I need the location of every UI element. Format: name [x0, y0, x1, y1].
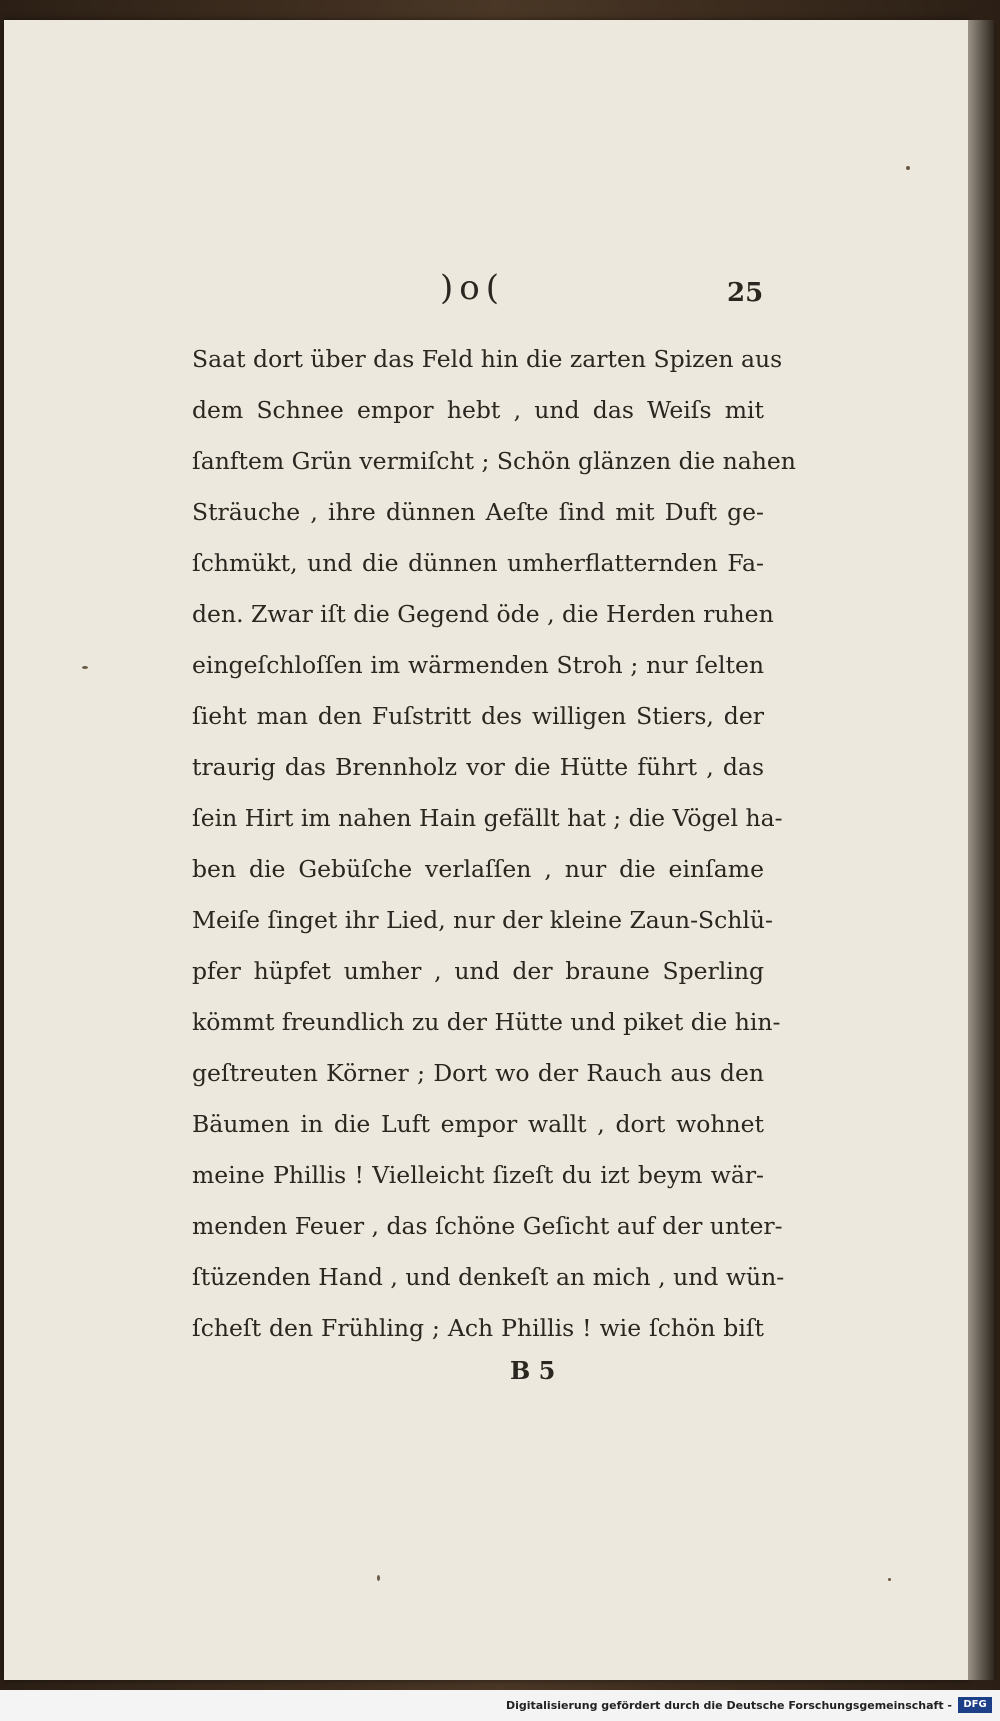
- text-line: eingeſchloſſen im wärmenden Stroh ; nur ſelten: [192, 651, 764, 679]
- dfg-logo: DFG: [958, 1697, 992, 1713]
- text-line: Sträuche , ihre dünnen Aeſte ſind mit Duft ge-: [192, 498, 764, 526]
- funding-credit: Digitalisierung gefördert durch die Deutsche Forschungsgemeinschaft -: [505, 1699, 952, 1712]
- text-line: Meiſe ſinget ihr Lied, nur der kleine Zaun-Schlü-: [192, 906, 773, 934]
- text-line: pfer hüpfet umher , und der braune Sperling: [192, 957, 764, 985]
- text-line: dem Schnee empor hebt , und das Weiſs mit: [192, 396, 764, 424]
- paper-speck: [82, 666, 88, 669]
- text-line: ſtüzenden Hand , und denkeſt an mich , und wün-: [192, 1263, 785, 1291]
- paper-speck: [888, 1578, 891, 1581]
- signature-mark: B 5: [510, 1356, 556, 1385]
- text-line: ſcheſt den Frühling ; Ach Phillis ! wie ſchön biſt: [192, 1314, 764, 1342]
- text-line: ſein Hirt im nahen Hain gefällt hat ; die Vögel ha-: [192, 804, 783, 832]
- text-line: ſieht man den Fuſstritt des willigen Stiers, der: [192, 702, 764, 730]
- text-line: den. Zwar iſt die Gegend öde , die Herden ruhen: [192, 600, 774, 628]
- text-line: meine Phillis ! Vielleicht ſizeſt du izt beym wär-: [192, 1161, 764, 1189]
- body-text: [192, 334, 796, 1354]
- text-line: geſtreuten Körner ; Dort wo der Rauch aus den: [192, 1059, 764, 1087]
- text-line: ſanftem Grün vermiſcht ; Schön glänzen die nahen: [192, 447, 796, 475]
- paper-speck: [906, 166, 910, 170]
- text-line: menden Feuer , das ſchöne Geſicht auf der unter-: [192, 1212, 783, 1240]
- header-ornament: )o(: [440, 268, 505, 308]
- text-line: ſchmükt, und die dünnen umherflatternden Fa-: [192, 549, 764, 577]
- paper-speck: [377, 1575, 380, 1581]
- text-line: ben die Gebüſche verlaſſen , nur die einſame: [192, 855, 764, 883]
- text-line: traurig das Brennholz vor die Hütte führt , das: [192, 753, 764, 781]
- text-line: Saat dort über das Feld hin die zarten Spizen aus: [192, 345, 783, 373]
- page-number: 25: [727, 278, 764, 308]
- text-line: kömmt freundlich zu der Hütte und piket die hin-: [192, 1008, 781, 1036]
- page-fore-edge: [968, 20, 994, 1680]
- text-line: Bäumen in die Luft empor wallt , dort wohnet: [192, 1110, 764, 1138]
